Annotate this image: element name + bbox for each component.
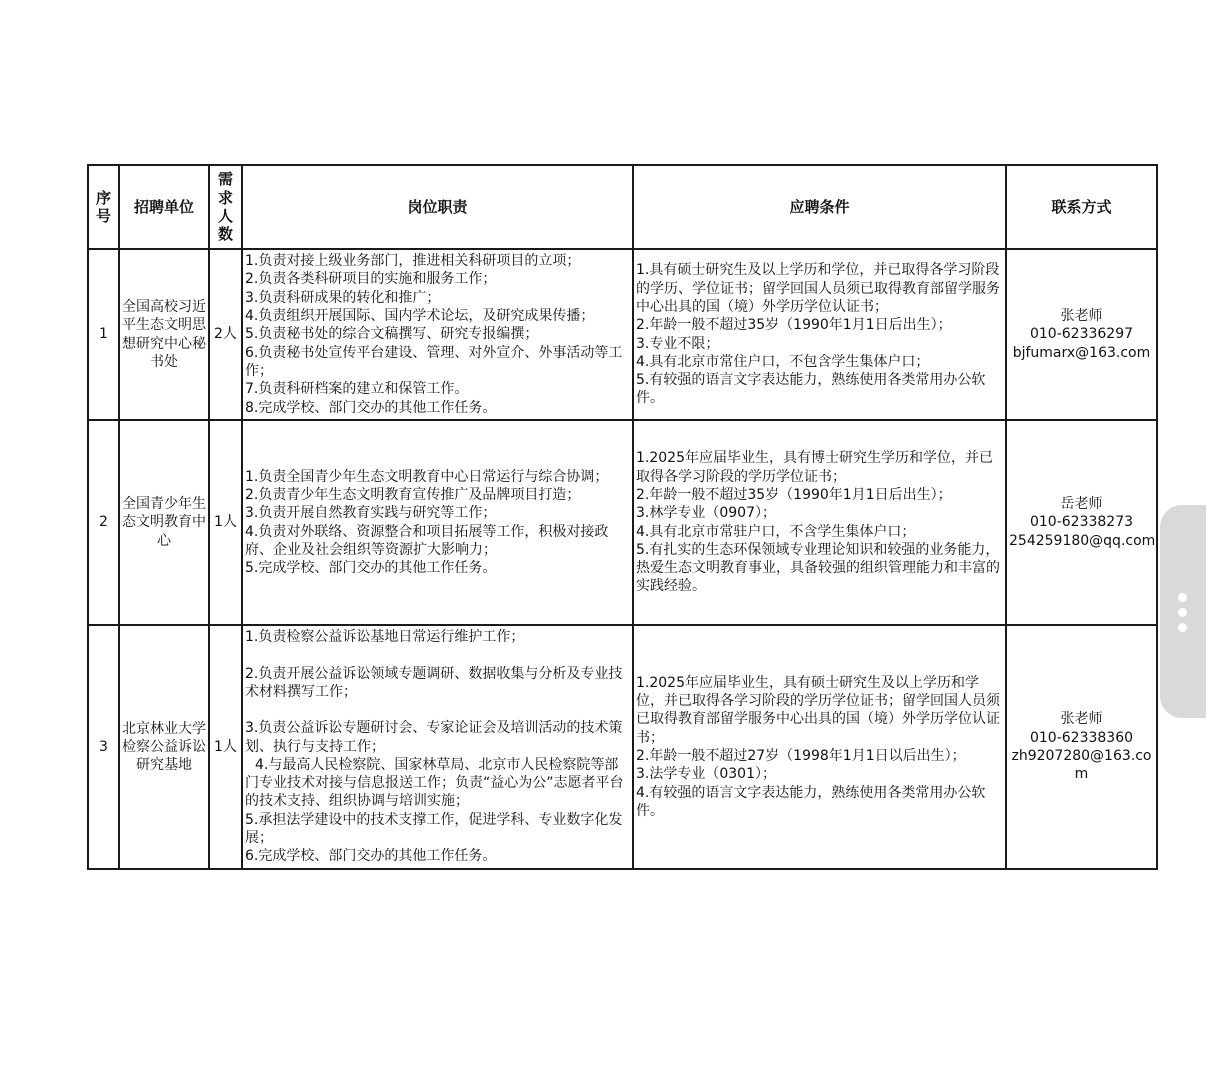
contact-phone[interactable]: 010-62336297 bbox=[1029, 326, 1134, 343]
duty-item: 8.完成学校、部门交办的其他工作任务。 bbox=[245, 399, 497, 416]
row-requirements bbox=[633, 249, 1006, 420]
requirement-item: 3.林学专业（0907）； bbox=[636, 505, 776, 522]
duty-item: 3.负责公益诉讼专题研讨会、专家论证会及培训活动的技术策划、执行与支持工作； bbox=[245, 720, 623, 755]
requirement-item: 1.具有硕士研究生及以上学历和学位，并已取得各学习阶段的学历、学位证书；留学回国人员须已取得教育部留学服务中心出具的国（境）外学历学位认证书； bbox=[636, 262, 1000, 315]
row-requirements bbox=[633, 420, 1006, 625]
requirement-item: 4.有较强的语言文字表达能力，熟练使用各类常用办公软件。 bbox=[636, 784, 986, 819]
table-row bbox=[88, 420, 1157, 625]
duty-item: 5.完成学校、部门交办的其他工作任务。 bbox=[245, 560, 497, 577]
table-row bbox=[88, 249, 1157, 420]
row-no: 3 bbox=[88, 625, 119, 869]
contact-email[interactable]: 254259180@qq.com bbox=[1009, 532, 1156, 549]
recruitment-table bbox=[87, 164, 1158, 870]
requirement-item: 5.有扎实的生态环保领域专业理论知识和较强的业务能力，热爱生态文明教育事业，具备较强的组织管理能力和丰富的实践经验。 bbox=[636, 541, 1000, 595]
duty-item: 1.负责检察公益诉讼基地日常运行维护工作； bbox=[245, 629, 525, 646]
contact-email[interactable]: zh9207280@163.com bbox=[1011, 748, 1152, 783]
contact-phone[interactable]: 010-62338360 bbox=[1029, 729, 1134, 746]
requirement-item: 3.专业不限； bbox=[636, 335, 720, 352]
contact-name: 岳老师 bbox=[1060, 496, 1103, 513]
contact-name: 张老师 bbox=[1060, 308, 1103, 325]
side-menu-handle[interactable] bbox=[1160, 505, 1206, 718]
header-row bbox=[88, 165, 1157, 249]
contact-phone[interactable]: 010-62338273 bbox=[1029, 514, 1134, 531]
contact-email[interactable]: bjfumarx@163.com bbox=[1012, 344, 1151, 361]
contact-name: 张老师 bbox=[1060, 711, 1103, 728]
row-unit: 北京林业大学检察公益诉讼研究基地 bbox=[119, 625, 209, 869]
duty-item: 4.负责对外联络、资源整合和项目拓展等工作，积极对接政府、企业及社会组织等资源扩大影响力； bbox=[245, 523, 609, 558]
header-contact: 联系方式 bbox=[1006, 165, 1157, 249]
row-unit: 全国高校习近平生态文明思想研究中心秘书处 bbox=[119, 249, 209, 420]
duty-item: 7.负责科研档案的建立和保管工作。 bbox=[245, 381, 469, 398]
duty-item: 3.负责科研成果的转化和推广； bbox=[245, 289, 441, 306]
requirement-item: 2.年龄一般不超过35岁（1990年1月1日后出生）； bbox=[636, 486, 952, 503]
requirement-item: 3.法学专业（0301）； bbox=[636, 766, 776, 783]
header-duty: 岗位职责 bbox=[242, 165, 633, 249]
duty-item: 6.负责秘书处宣传平台建设、管理、对外宣介、外事活动等工作； bbox=[245, 344, 623, 379]
duty-item: 4.负责组织开展国际、国内学术论坛，及研究成果传播； bbox=[245, 308, 595, 325]
requirement-item: 2.年龄一般不超过27岁（1998年1月1日以后出生）； bbox=[636, 748, 966, 764]
duty-item: 5.承担法学建设中的技术支撑工作，促进学科、专业数字化发展； bbox=[245, 811, 623, 847]
row-count: 2人 bbox=[209, 249, 242, 420]
row-no: 1 bbox=[88, 249, 119, 420]
requirement-item: 4.具有北京市常住户口，不包含学生集体户口； bbox=[636, 353, 930, 370]
requirement-item: 1.2025年应届毕业生，具有硕士研究生及以上学历和学位，并已取得各学习阶段的学历学位证书；留学回国人员须已取得教育部留学服务中心出具的国（境）外学历学位认证书； bbox=[636, 674, 1000, 746]
more-dot-icon bbox=[1178, 608, 1187, 617]
requirement-item: 5.有较强的语言文字表达能力，熟练使用各类常用办公软件。 bbox=[636, 372, 986, 407]
row-contact bbox=[1006, 420, 1157, 625]
duty-item: 1.负责全国青少年生态文明教育中心日常运行与综合协调； bbox=[245, 468, 609, 485]
header-count: 需求人数 bbox=[209, 165, 242, 249]
row-contact bbox=[1006, 249, 1157, 420]
header-unit: 招聘单位 bbox=[119, 165, 209, 249]
duty-item: 6.完成学校、部门交办的其他工作任务。 bbox=[245, 848, 497, 865]
duty-item: 3.负责开展自然教育实践与研究等工作； bbox=[245, 505, 497, 522]
row-duties bbox=[242, 625, 633, 869]
row-duties bbox=[242, 249, 633, 420]
requirement-item: 2.年龄一般不超过35岁（1990年1月1日后出生）； bbox=[636, 317, 952, 334]
duty-item: 1.负责对接上级业务部门，推进相关科研项目的立项； bbox=[245, 253, 581, 270]
requirement-item: 4.具有北京市常驻户口，不含学生集体户口； bbox=[636, 523, 916, 540]
row-count: 1人 bbox=[209, 625, 242, 869]
header-no: 序号 bbox=[88, 165, 119, 249]
duty-item: 2.负责青少年生态文明教育宣传推广及品牌项目打造； bbox=[245, 486, 581, 503]
duty-item: 2.负责各类科研项目的实施和服务工作； bbox=[245, 271, 497, 288]
duty-item: 2.负责开展公益诉讼领域专题调研、数据收集与分析及专业技术材料撰写工作； bbox=[245, 665, 623, 700]
header-requirement: 应聘条件 bbox=[633, 165, 1006, 249]
duty-item: 4.与最高人民检察院、国家林草局、北京市人民检察院等部门专业技术对接与信息报送工作；负责“益心为公”志愿者平台的技术支持、组织协调与培训实施； bbox=[245, 756, 624, 810]
row-unit: 全国青少年生态文明教育中心 bbox=[119, 420, 209, 625]
row-requirements bbox=[633, 625, 1006, 869]
table-row bbox=[88, 625, 1157, 869]
requirement-item: 1.2025年应届毕业生，具有博士研究生学历和学位，并已取得各学习阶段的学历学位证书； bbox=[636, 450, 993, 485]
row-contact bbox=[1006, 625, 1157, 869]
more-dot-icon bbox=[1178, 623, 1187, 632]
duty-item: 5.负责秘书处的综合文稿撰写、研究专报编撰； bbox=[245, 326, 539, 343]
more-dot-icon bbox=[1178, 593, 1187, 602]
row-count: 1人 bbox=[209, 420, 242, 625]
row-no: 2 bbox=[88, 420, 119, 625]
row-duties bbox=[242, 420, 633, 625]
